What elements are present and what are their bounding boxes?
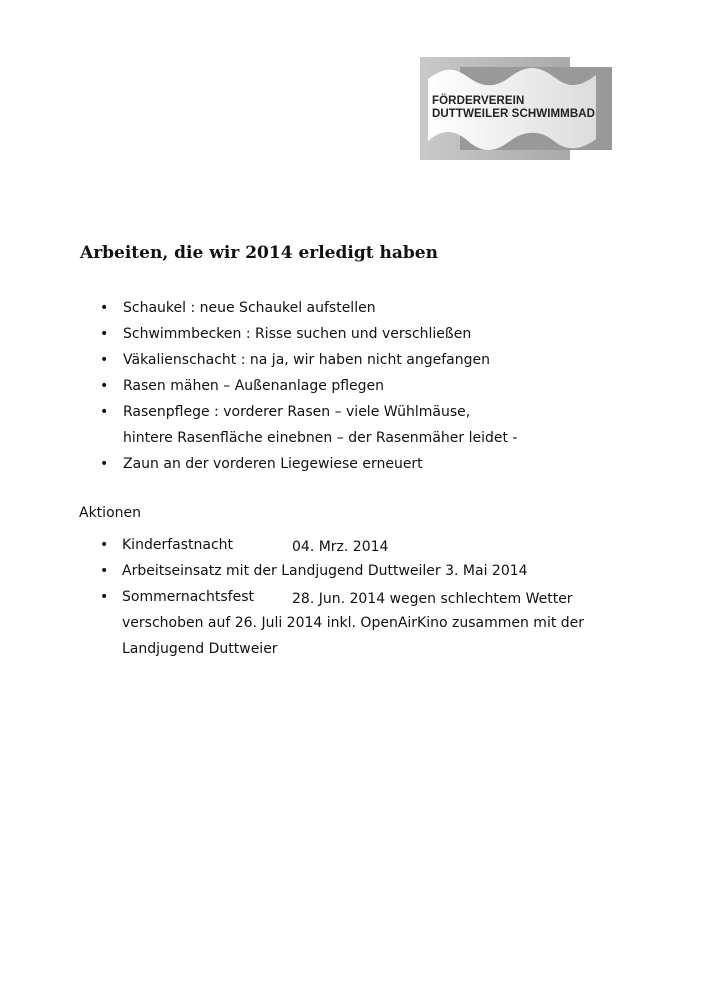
list-item <box>100 295 660 321</box>
bullet-icon: • <box>100 537 109 553</box>
logo-text <box>432 95 595 121</box>
list-item <box>100 584 680 662</box>
bullet-icon: • <box>100 352 109 368</box>
action-date: 28. Jun. 2014 wegen schlechtem Wetter <box>292 591 573 607</box>
action-continuation: Landjugend Duttweier <box>122 641 278 657</box>
logo-line-2: DUTTWEILER SCHWIMMBAD <box>432 108 596 120</box>
bullet-icon: • <box>100 326 109 342</box>
list-item <box>100 451 660 477</box>
work-list <box>100 295 660 477</box>
bullet-icon: • <box>100 456 109 472</box>
list-item-text: Rasen mähen – Außenanlage pflegen <box>123 378 385 394</box>
action-name: Kinderfastnacht <box>122 537 234 553</box>
list-item-text: Schaukel : neue Schaukel aufstellen <box>123 300 376 316</box>
actions-list <box>100 532 680 662</box>
bullet-icon: • <box>100 404 109 420</box>
list-item-text: Schwimmbecken : Risse suchen und verschließen <box>123 326 472 342</box>
action-name: Arbeitseinsatz mit der Landjugend Duttweiler 3. Mai 2014 <box>122 563 528 579</box>
page-heading: Arbeiten, die wir 2014 erledigt haben <box>80 243 438 263</box>
list-item-text: Väkalienschacht : na ja, wir haben nicht angefangen <box>123 352 490 368</box>
list-item <box>100 558 680 584</box>
bullet-icon: • <box>100 563 109 579</box>
list-item-continuation: hintere Rasenfläche einebnen – der Rasenmäher leidet - <box>123 430 518 446</box>
action-continuation: verschoben auf 26. Juli 2014 inkl. OpenAirKino zusammen mit der <box>122 615 585 631</box>
action-date: 04. Mrz. 2014 <box>292 539 389 555</box>
list-item <box>100 373 660 399</box>
actions-label: Aktionen <box>79 505 141 521</box>
list-item <box>100 321 660 347</box>
list-item-text: Rasenpflege : vorderer Rasen – viele Wühlmäuse, <box>123 404 471 420</box>
list-item <box>100 347 660 373</box>
list-item <box>100 399 660 451</box>
action-name: Sommernachtsfest <box>122 589 254 605</box>
list-item-text: Zaun an der vorderen Liegewiese erneuert <box>123 456 423 472</box>
logo <box>420 57 612 160</box>
bullet-icon: • <box>100 378 109 394</box>
logo-line-1: FÖRDERVEREIN <box>432 95 525 107</box>
bullet-icon: • <box>100 300 109 316</box>
list-item <box>100 532 680 558</box>
bullet-icon: • <box>100 589 109 605</box>
